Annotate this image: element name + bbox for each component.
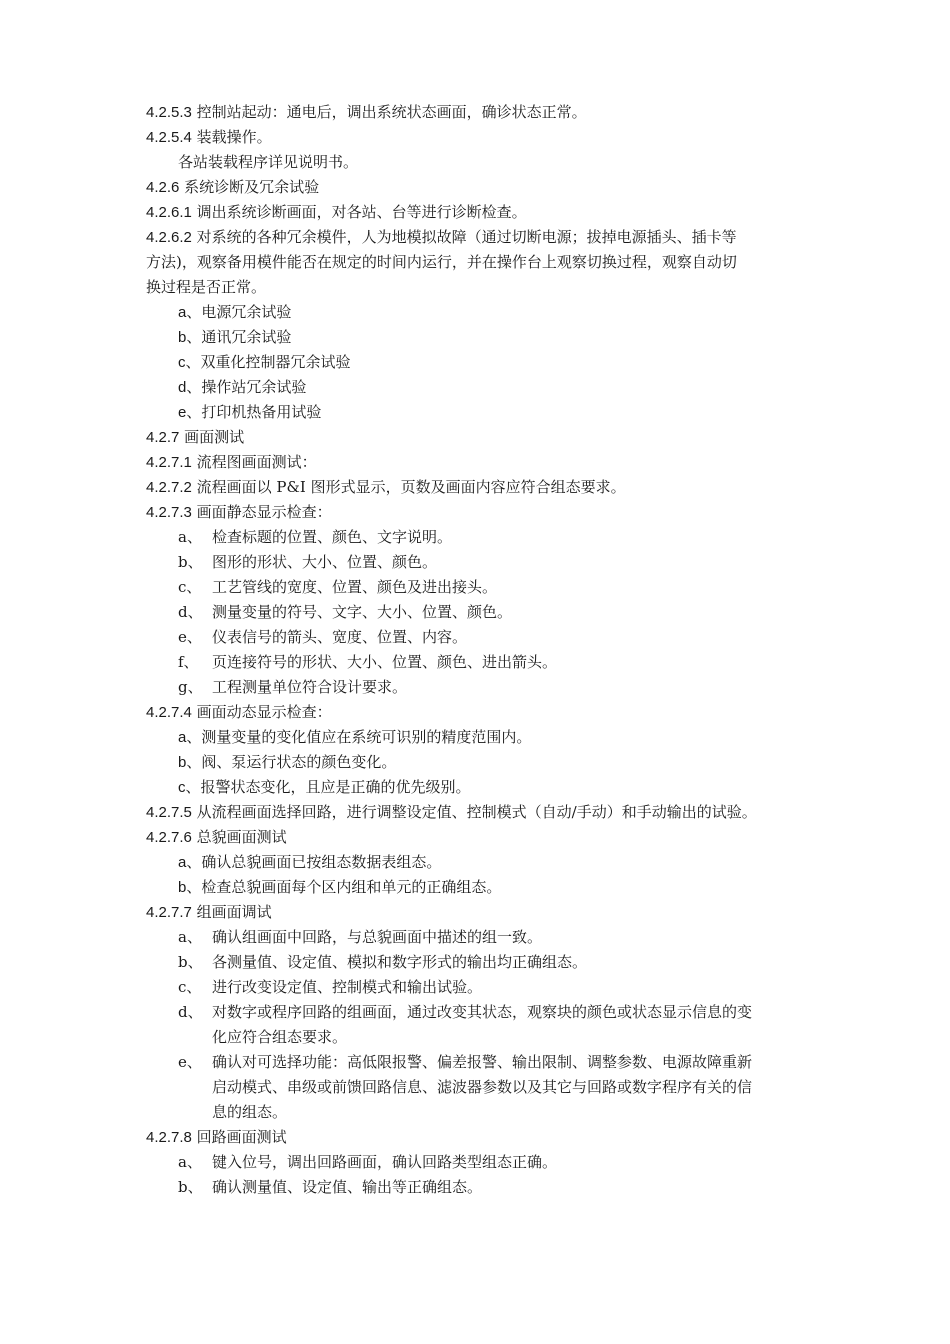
- paragraph-4-2-7-8: [146, 1127, 287, 1147]
- list-item-text: 、双重化控制器冗余试验: [185, 353, 351, 371]
- list-marker: e、: [178, 1053, 202, 1071]
- section-number: 4.2.7: [146, 429, 180, 446]
- section-number: 4.2.5.3: [146, 104, 192, 121]
- paragraph-4-2-7-3: [146, 502, 332, 522]
- list-marker: c、: [178, 978, 202, 996]
- list-item-continuation: [212, 1077, 752, 1097]
- list-item: [178, 927, 542, 947]
- list-marker: a: [178, 304, 187, 321]
- list-marker: b: [178, 329, 187, 346]
- list-item-text: 、电源冗余试验: [186, 303, 292, 321]
- list-item: [178, 1177, 482, 1197]
- list-item-text: 确认组画面中回路，与总貌画面中描述的组一致。: [212, 928, 543, 946]
- list-item-text: 确认测量值、设定值、输出等正确组态。: [212, 1178, 483, 1196]
- section-number: 4.2.5.4: [146, 129, 192, 146]
- paragraph-4-2-7-6: [146, 827, 287, 847]
- list-item-text: 息的组态。: [212, 1103, 288, 1121]
- list-item-text: 、阀、泵运行状态的颜色变化。: [186, 753, 397, 771]
- list-item-text: 图形的形状、大小、位置、颜色。: [212, 553, 438, 571]
- list-item-text: 确认对可选择功能：高低限报警、偏差报警、输出限制、调整参数、电源故障重新: [212, 1053, 753, 1071]
- section-text: 总貌画面测试: [196, 828, 287, 846]
- list-marker: d、: [178, 603, 203, 621]
- section-text: 画面测试: [184, 428, 245, 446]
- section-text: 系统诊断及冗余试验: [184, 178, 320, 196]
- list-item: [178, 627, 467, 647]
- paragraph-4-2-6-1: [146, 202, 527, 222]
- list-item: [178, 602, 512, 622]
- list-item: [178, 977, 482, 997]
- list-item: [178, 677, 407, 697]
- section-text: 流程图画面测试：: [196, 453, 317, 471]
- list-item: [178, 377, 306, 397]
- list-marker: c、: [178, 578, 202, 596]
- list-item: [178, 1002, 752, 1022]
- section-text: 流程画面以 P&I 图形式显示，页数及画面内容应符合组态要求。: [196, 478, 626, 496]
- list-item-text: 启动模式、串级或前馈回路信息、滤波器参数以及其它与回路或数字程序有关的信: [212, 1078, 753, 1096]
- list-item-text: 工程测量单位符合设计要求。: [212, 678, 408, 696]
- section-text: 对系统的各种冗余模件，人为地模拟故障（通过切断电源；拔掉电源插头、插卡等: [191, 228, 737, 246]
- paragraph-4-2-7-4: [146, 702, 332, 722]
- list-marker: d、: [178, 1003, 203, 1021]
- list-item: [178, 952, 587, 972]
- list-item-text: 、确认总貌画面已按组态数据表组态。: [186, 853, 442, 871]
- paragraph-4-2-6-2: [146, 227, 737, 247]
- section-text: 装载操作。: [196, 128, 272, 146]
- section-number: 4.2.7.3: [146, 504, 192, 521]
- list-item: [178, 577, 497, 597]
- list-item-text: 进行改变设定值、控制模式和输出试验。: [212, 978, 483, 996]
- heading-4-2-7: [146, 427, 244, 447]
- body-text: 换过程是否正常。: [146, 278, 267, 296]
- list-item: [178, 727, 531, 747]
- list-item: [178, 877, 501, 897]
- body-text: 方法)，观察备用模件能否在规定的时间内运行，并在操作台上观察切换过程，观察自动切: [146, 253, 737, 271]
- list-item-text: 、测量变量的变化值应在系统可识别的精度范围内。: [186, 728, 532, 746]
- body-text: 各站装载程序详见说明书。: [178, 153, 359, 171]
- list-item: [178, 352, 351, 372]
- paragraph-4-2-5-4: [146, 127, 272, 147]
- list-marker: a: [178, 854, 187, 871]
- list-marker: c: [178, 354, 186, 371]
- list-item-text: 工艺管线的宽度、位置、颜色及进出接头。: [212, 578, 498, 596]
- paragraph-4-2-7-2: [146, 477, 626, 497]
- section-text: 控制站起动：通电后，调出系统状态画面，确诊状态正常。: [196, 103, 587, 121]
- paragraph-4-2-7-1: [146, 452, 317, 472]
- paragraph-4-2-7-7: [146, 902, 272, 922]
- list-marker: b: [178, 879, 187, 896]
- section-number: 4.2.7.5: [146, 804, 192, 821]
- section-text: 从流程画面选择回路，进行调整设定值、控制模式（自动/手动）和手动输出的试验。: [196, 803, 757, 821]
- paragraph-continuation: [146, 252, 737, 272]
- list-item: [178, 527, 452, 547]
- list-marker: a、: [178, 528, 202, 546]
- section-number: 4.2.7.4: [146, 704, 192, 721]
- list-marker: f、: [178, 653, 199, 671]
- list-item: [178, 777, 471, 797]
- section-number: 4.2.7.1: [146, 454, 192, 471]
- list-item-text: 页连接符号的形状、大小、位置、颜色、进出箭头。: [212, 653, 558, 671]
- section-text: 组画面调试: [196, 903, 272, 921]
- list-marker: a、: [178, 928, 202, 946]
- paragraph-4-2-5-3: [146, 102, 587, 122]
- list-marker: g、: [178, 678, 203, 696]
- section-number: 4.2.6.1: [146, 204, 192, 221]
- section-number: 4.2.6: [146, 179, 180, 196]
- list-marker: d: [178, 379, 187, 396]
- section-text: 画面动态显示检查：: [196, 703, 332, 721]
- list-item-text: 检查标题的位置、颜色、文字说明。: [212, 528, 453, 546]
- list-item-text: 、打印机热备用试验: [186, 403, 322, 421]
- section-number: 4.2.6.2: [146, 229, 192, 246]
- section-number: 4.2.7.8: [146, 1129, 192, 1146]
- list-item: [178, 402, 321, 422]
- list-marker: b、: [178, 553, 203, 571]
- heading-4-2-6: [146, 177, 319, 197]
- section-text: 画面静态显示检查：: [196, 503, 332, 521]
- list-item: [178, 1152, 557, 1172]
- list-item-text: 化应符合组态要求。: [212, 1028, 348, 1046]
- list-item-continuation: [212, 1102, 287, 1122]
- list-item: [178, 302, 291, 322]
- section-number: 4.2.7.2: [146, 479, 192, 496]
- list-marker: b、: [178, 953, 203, 971]
- list-item: [178, 752, 396, 772]
- list-item-text: 、操作站冗余试验: [186, 378, 307, 396]
- paragraph-text: [178, 152, 358, 172]
- list-marker: e: [178, 404, 187, 421]
- list-marker: a: [178, 729, 187, 746]
- list-marker: b、: [178, 1178, 203, 1196]
- list-item: [178, 852, 441, 872]
- section-text: 调出系统诊断画面，对各站、台等进行诊断检查。: [196, 203, 527, 221]
- list-item-text: 键入位号，调出回路画面，确认回路类型组态正确。: [212, 1153, 558, 1171]
- list-marker: e、: [178, 628, 202, 646]
- list-item-text: 仪表信号的箭头、宽度、位置、内容。: [212, 628, 468, 646]
- list-item-text: 、报警状态变化，且应是正确的优先级别。: [185, 778, 471, 796]
- paragraph-continuation: [146, 277, 266, 297]
- list-marker: c: [178, 779, 186, 796]
- list-item-text: 、检查总貌画面每个区内组和单元的正确组态。: [186, 878, 502, 896]
- list-marker: a、: [178, 1153, 202, 1171]
- list-item: [178, 327, 291, 347]
- list-item-text: 测量变量的符号、文字、大小、位置、颜色。: [212, 603, 513, 621]
- list-item-text: 对数字或程序回路的组画面，通过改变其状态，观察块的颜色或状态显示信息的变: [212, 1003, 753, 1021]
- section-number: 4.2.7.7: [146, 904, 192, 921]
- list-item-text: 各测量值、设定值、模拟和数字形式的输出均正确组态。: [212, 953, 588, 971]
- list-item: [178, 1052, 752, 1072]
- list-marker: b: [178, 754, 187, 771]
- section-text: 回路画面测试: [196, 1128, 287, 1146]
- section-number: 4.2.7.6: [146, 829, 192, 846]
- list-item: [178, 652, 557, 672]
- list-item-continuation: [212, 1027, 347, 1047]
- paragraph-4-2-7-5: [146, 802, 757, 822]
- list-item-text: 、通讯冗余试验: [186, 328, 292, 346]
- list-item: [178, 552, 437, 572]
